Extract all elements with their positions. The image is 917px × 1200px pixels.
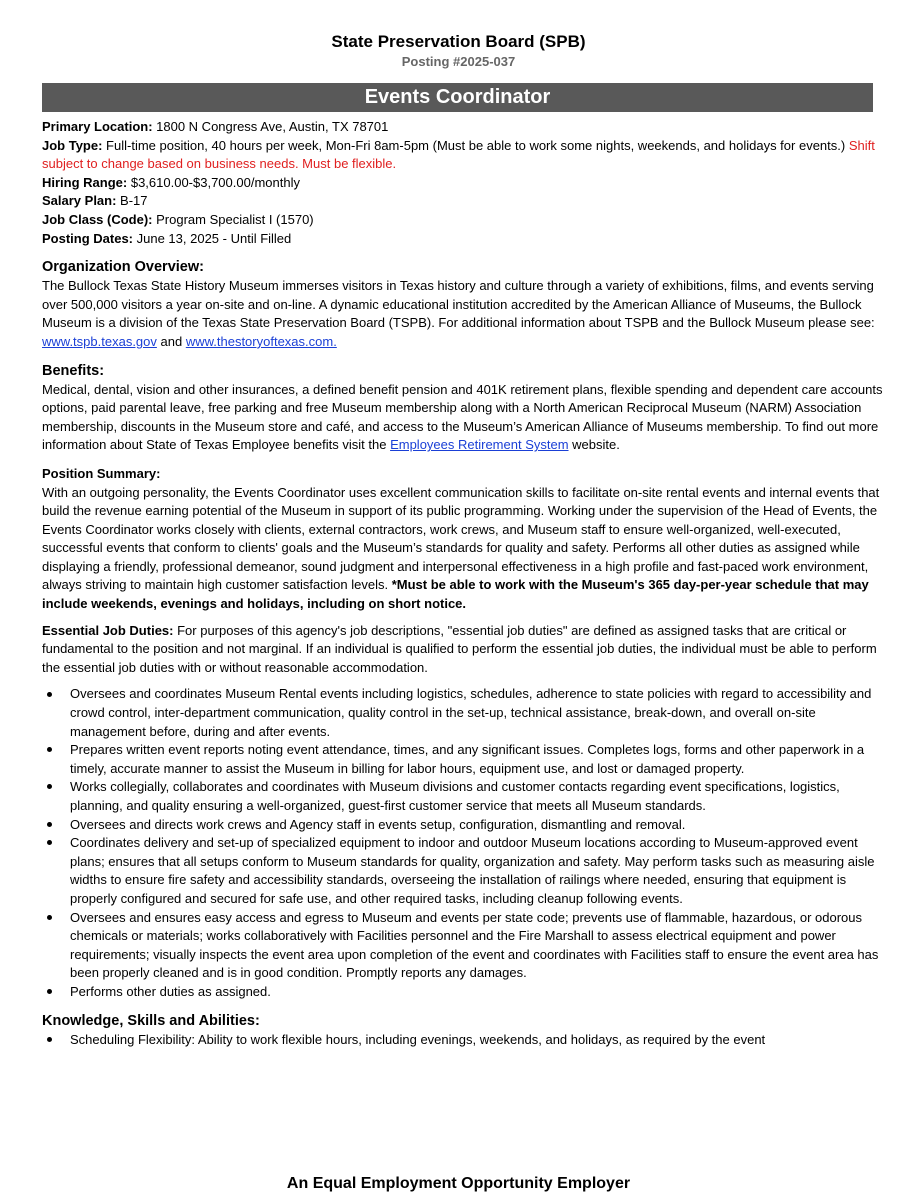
detail-label: Posting Dates: xyxy=(42,230,134,246)
section-body xyxy=(42,381,884,455)
benefits-section xyxy=(42,362,884,455)
job-details xyxy=(42,118,884,248)
list-item xyxy=(42,741,884,778)
section-body xyxy=(42,484,884,614)
summary-text: With an outgoing personality, the Events Coordinator uses excellent communication skills to facilitate on-site rental events and internal events that build the revenue earning potential of the Museum in support of its public programming. Working under the supervision of the Head of Events, the Events Coordinator works closely with clients, external contractors, work crews, and Museum staff to ensure well-organized, well-executed, successful events that conform to clients' goals and the Museum’s standards for quality and safety. Performs all other duties as assigned while displaying a friendly, professional demeanor, sound judgment and interpersonal effectiveness in a high profile and fast-paced work environment, always striving to maintain high customer satisfaction levels. xyxy=(42,484,880,593)
bullet-icon xyxy=(42,909,56,928)
section-heading: Organization Overview: xyxy=(42,259,204,276)
detail-job-type xyxy=(42,137,884,174)
detail-label: Salary Plan: xyxy=(42,193,117,209)
section-body xyxy=(42,277,884,351)
section-heading: Knowledge, Skills and Abilities: xyxy=(42,1012,260,1029)
duty-text: Coordinates delivery and set-up of specialized equipment to indoor and outdoor Museum locations according to Museum-approved event plans; ensures that all setups conform to Museum standards for quality, organization and safety. May perform tasks such as measuring aisle widths to ensure fire safety and accessibility standards, overseeing the installation of railings where needed, ensuring that equipment is properly configured and secured for safe use, and other required tasks, including cleanup following events. xyxy=(70,835,875,906)
position-summary-section xyxy=(42,465,884,614)
section-heading: Benefits: xyxy=(42,362,105,379)
detail-value: B-17 xyxy=(116,193,148,209)
list-item xyxy=(42,685,884,741)
employees-retirement-system-link[interactable]: Employees Retirement System xyxy=(390,437,569,453)
bullet-icon xyxy=(42,741,56,760)
tspb-link[interactable]: www.tspb.texas.gov xyxy=(42,333,157,349)
essential-duties-intro xyxy=(42,622,884,678)
list-item xyxy=(42,909,884,983)
organization-title: State Preservation Board (SPB) xyxy=(331,32,586,51)
detail-value: June 13, 2025 - Until Filled xyxy=(133,230,292,246)
detail-posting-dates xyxy=(42,230,884,249)
essential-duties-text: For purposes of this agency's job descriptions, "essential job duties" are defined as assigned tasks that are critical or fundamental to the position and not marginal. If an individual is qualified to perform the essential job duties, the individual must be able to perform the essential job duties with or without reasonable accommodation. xyxy=(42,622,877,675)
list-item xyxy=(42,778,884,815)
benefits-suffix: website. xyxy=(568,437,620,453)
detail-hiring-range xyxy=(42,174,884,193)
posting-content xyxy=(42,118,884,1049)
ksa-text: Scheduling Flexibility: Ability to work flexible hours, including evenings, weekends, and holidays, as required by the event xyxy=(70,1031,766,1047)
detail-label: Primary Location: xyxy=(42,119,153,134)
job-title-banner: Events Coordinator xyxy=(42,83,873,112)
bullet-icon xyxy=(42,778,56,797)
bullet-icon xyxy=(42,816,56,835)
ksa-section xyxy=(42,1012,884,1050)
duty-text: Oversees and directs work crews and Agency staff in events setup, configuration, dismantling and removal. xyxy=(70,816,686,832)
position-summary-heading: Position Summary: xyxy=(42,465,161,481)
storyoftexas-link[interactable]: www.thestoryoftexas.com. xyxy=(185,333,337,349)
duty-text: Performs other duties as assigned. xyxy=(70,983,271,999)
list-item xyxy=(42,834,884,908)
detail-value: Program Specialist I (1570) xyxy=(152,211,314,227)
eeo-footer: An Equal Employment Opportunity Employer xyxy=(286,1175,631,1192)
bullet-icon xyxy=(42,1031,56,1050)
list-item xyxy=(42,983,884,1002)
benefits-text: Medical, dental, vision and other insurances, a defined benefit pension and 401K retirement plans, flexible spending and dependent care accounts options, paid parental leave, free parking and free Museum membership along with a North American Reciprocal Museum (NARM) Association membership, discounts in the Museum store and café, and access to the Museum’s American Alliance of Museums membership. To find out more information about State of Texas Employee benefits visit the xyxy=(42,381,883,453)
detail-value: $3,610.00-$3,700.00/monthly xyxy=(127,174,300,190)
duty-text: Oversees and coordinates Museum Rental events including logistics, schedules, adherence to state policies with regard to accessibility and crowd control, inter-department communication, quality control in the set-up, technical assistance, break-down, and overall on-site management before, during and after events. xyxy=(70,686,872,739)
duties-list xyxy=(42,685,884,1001)
essential-duties-section xyxy=(42,622,884,1002)
detail-label: Job Class (Code): xyxy=(42,211,153,227)
duty-text: Works collegially, collaborates and coordinates with Museum divisions and customer contacts regarding event specifications, logistics, planning, and quality ensuring a well-organized, guest-first customer service that meets all Museum standards. xyxy=(70,779,840,813)
detail-value: Full-time position, 40 hours per week, Mon-Fri 8am-5pm (Must be able to work some nights, weekends, and holidays for events.) xyxy=(102,137,849,153)
section-heading xyxy=(42,465,884,484)
duty-text: Oversees and ensures easy access and egress to Museum and events per state code; prevents use of flammable, hazardous, or odorous chemicals or materials; works collaboratively with Facilities personnel and the Fire Marshall to assess electrical equipment and power requirements; visually inspects the event area upon completion of the event and coordinates with Facilities staff to ensure the event area has been properly cleaned and is in good condition. Promptly reports any damages. xyxy=(70,909,879,981)
overview-conjunction: and xyxy=(156,333,186,349)
detail-value: 1800 N Congress Ave, Austin, TX 78701 xyxy=(152,119,389,134)
detail-job-class xyxy=(42,211,884,230)
bullet-icon xyxy=(42,685,56,704)
posting-number: Posting #2025-037 xyxy=(401,54,516,69)
detail-label: Job Type: xyxy=(42,137,103,153)
detail-label: Hiring Range: xyxy=(42,174,128,190)
list-item xyxy=(42,816,884,835)
shift-notice: Shift subject to change based on business needs. Must be flexible. xyxy=(42,137,875,172)
list-item xyxy=(42,1031,884,1050)
duty-text: Prepares written event reports noting event attendance, times, and any significant issues. Completes logs, forms and other paperwork in a timely, accurate manner to assist the Museum in billing for labor hours, equipment use, and lost or damaged property. xyxy=(70,742,865,776)
bullet-icon xyxy=(42,983,56,1002)
detail-primary-location xyxy=(42,118,884,137)
ksa-list xyxy=(42,1031,884,1050)
detail-salary-plan xyxy=(42,192,884,211)
schedule-requirement-note: *Must be able to work with the Museum's 365 day-per-year schedule that may include weekends, evenings and holidays, including on short notice. xyxy=(42,577,869,612)
essential-duties-heading: Essential Job Duties: xyxy=(42,622,174,638)
organization-overview-section xyxy=(42,258,884,351)
bullet-icon xyxy=(42,834,56,853)
overview-text: The Bullock Texas State History Museum immerses visitors in Texas history and culture through a variety of exhibitions, films, and events serving over 500,000 visitors a year on-site and on-line. A dynamic educational institution accredited by the American Alliance of Museums, the Bullock Museum is a division of the Texas State Preservation Board (TSPB). For additional information about TSPB and the Bullock Museum please see: xyxy=(42,278,875,331)
